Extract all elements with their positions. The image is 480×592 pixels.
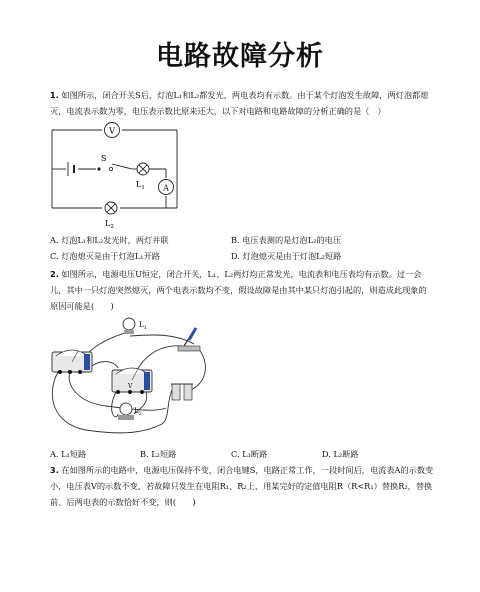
q2-option-d: D. L₂断路 bbox=[322, 449, 359, 459]
question-3-body: 在如图所示的电路中，电源电压保持不变，闭合电键S，电路正常工作，一段时间后，电流表A的示数变小，电压表V的示数不变，若故障只发生在电阻R₁、R₂上，用某完好的定值电阻R（R<R₁）替换R₂，替换前、后两电表的示数恰好不变，则( ) bbox=[50, 465, 434, 507]
q1-option-b: B. 电压表测的是灯泡L₂的电压 bbox=[231, 235, 342, 245]
question-1-text-b: 和 bbox=[182, 90, 191, 100]
bulb-l1-label: $L_1$ bbox=[139, 321, 147, 331]
question-3-number: 3. bbox=[50, 465, 59, 475]
question-1-text-c: 都发光，两电表均有示数。由于某个灯泡发生故障，两灯泡都熄灭，电流表示数为零，电压表示数比原来还大，以下对电路和电路故障的分析正确的是（ ） bbox=[50, 90, 429, 116]
question-1-text-a: 如图所示，闭合开关S后，灯泡 bbox=[61, 90, 174, 100]
switch-label: S bbox=[101, 154, 107, 163]
question-1-text bbox=[50, 87, 434, 119]
q2-option-a: A. L₁短路 bbox=[50, 449, 87, 459]
question-2-circuit-diagram bbox=[46, 314, 216, 442]
question-2-body: 如图所示，电源电压U恒定，闭合开关，L₁、L₂两灯均正常发光，电流表和电压表均有示数。过一会儿，其中一只灯泡突然熄灭，两个电表示数均不变，假设故障是由其中某只灯泡引起的，则造成此现象的原因可能是( ) bbox=[50, 269, 427, 311]
voltmeter-mark: V bbox=[128, 383, 133, 390]
question-1-number: 1. bbox=[50, 90, 59, 100]
q1-option-a: A. 灯泡L₁和L₂发光时，两灯并联 bbox=[50, 235, 169, 245]
question-3-text bbox=[50, 462, 434, 510]
ammeter-label: A bbox=[163, 183, 169, 193]
q2-option-b: B. L₂短路 bbox=[140, 449, 177, 459]
page-title: 电路故障分析 bbox=[156, 41, 324, 72]
lamp-l2-label: $L_2$ bbox=[105, 219, 114, 230]
bulb-l2-label: $L_2$ bbox=[134, 407, 142, 417]
q1-option-d: D. 灯泡熄灭是由于灯泡L₂短路 bbox=[231, 251, 342, 261]
q2-option-c: C. L₁断路 bbox=[231, 449, 268, 459]
question-2-text bbox=[50, 266, 434, 314]
voltmeter-label: V bbox=[109, 126, 115, 136]
question-1-l1: L₁ bbox=[173, 90, 183, 100]
question-2-number: 2. bbox=[50, 269, 59, 279]
question-1-circuit-diagram bbox=[44, 118, 194, 233]
question-1-l2: L₂ bbox=[190, 90, 200, 100]
q1-option-c: C. 灯泡熄灭是由于灯泡L₁开路 bbox=[50, 251, 160, 261]
lamp-l1-label: $L_1$ bbox=[136, 180, 145, 191]
